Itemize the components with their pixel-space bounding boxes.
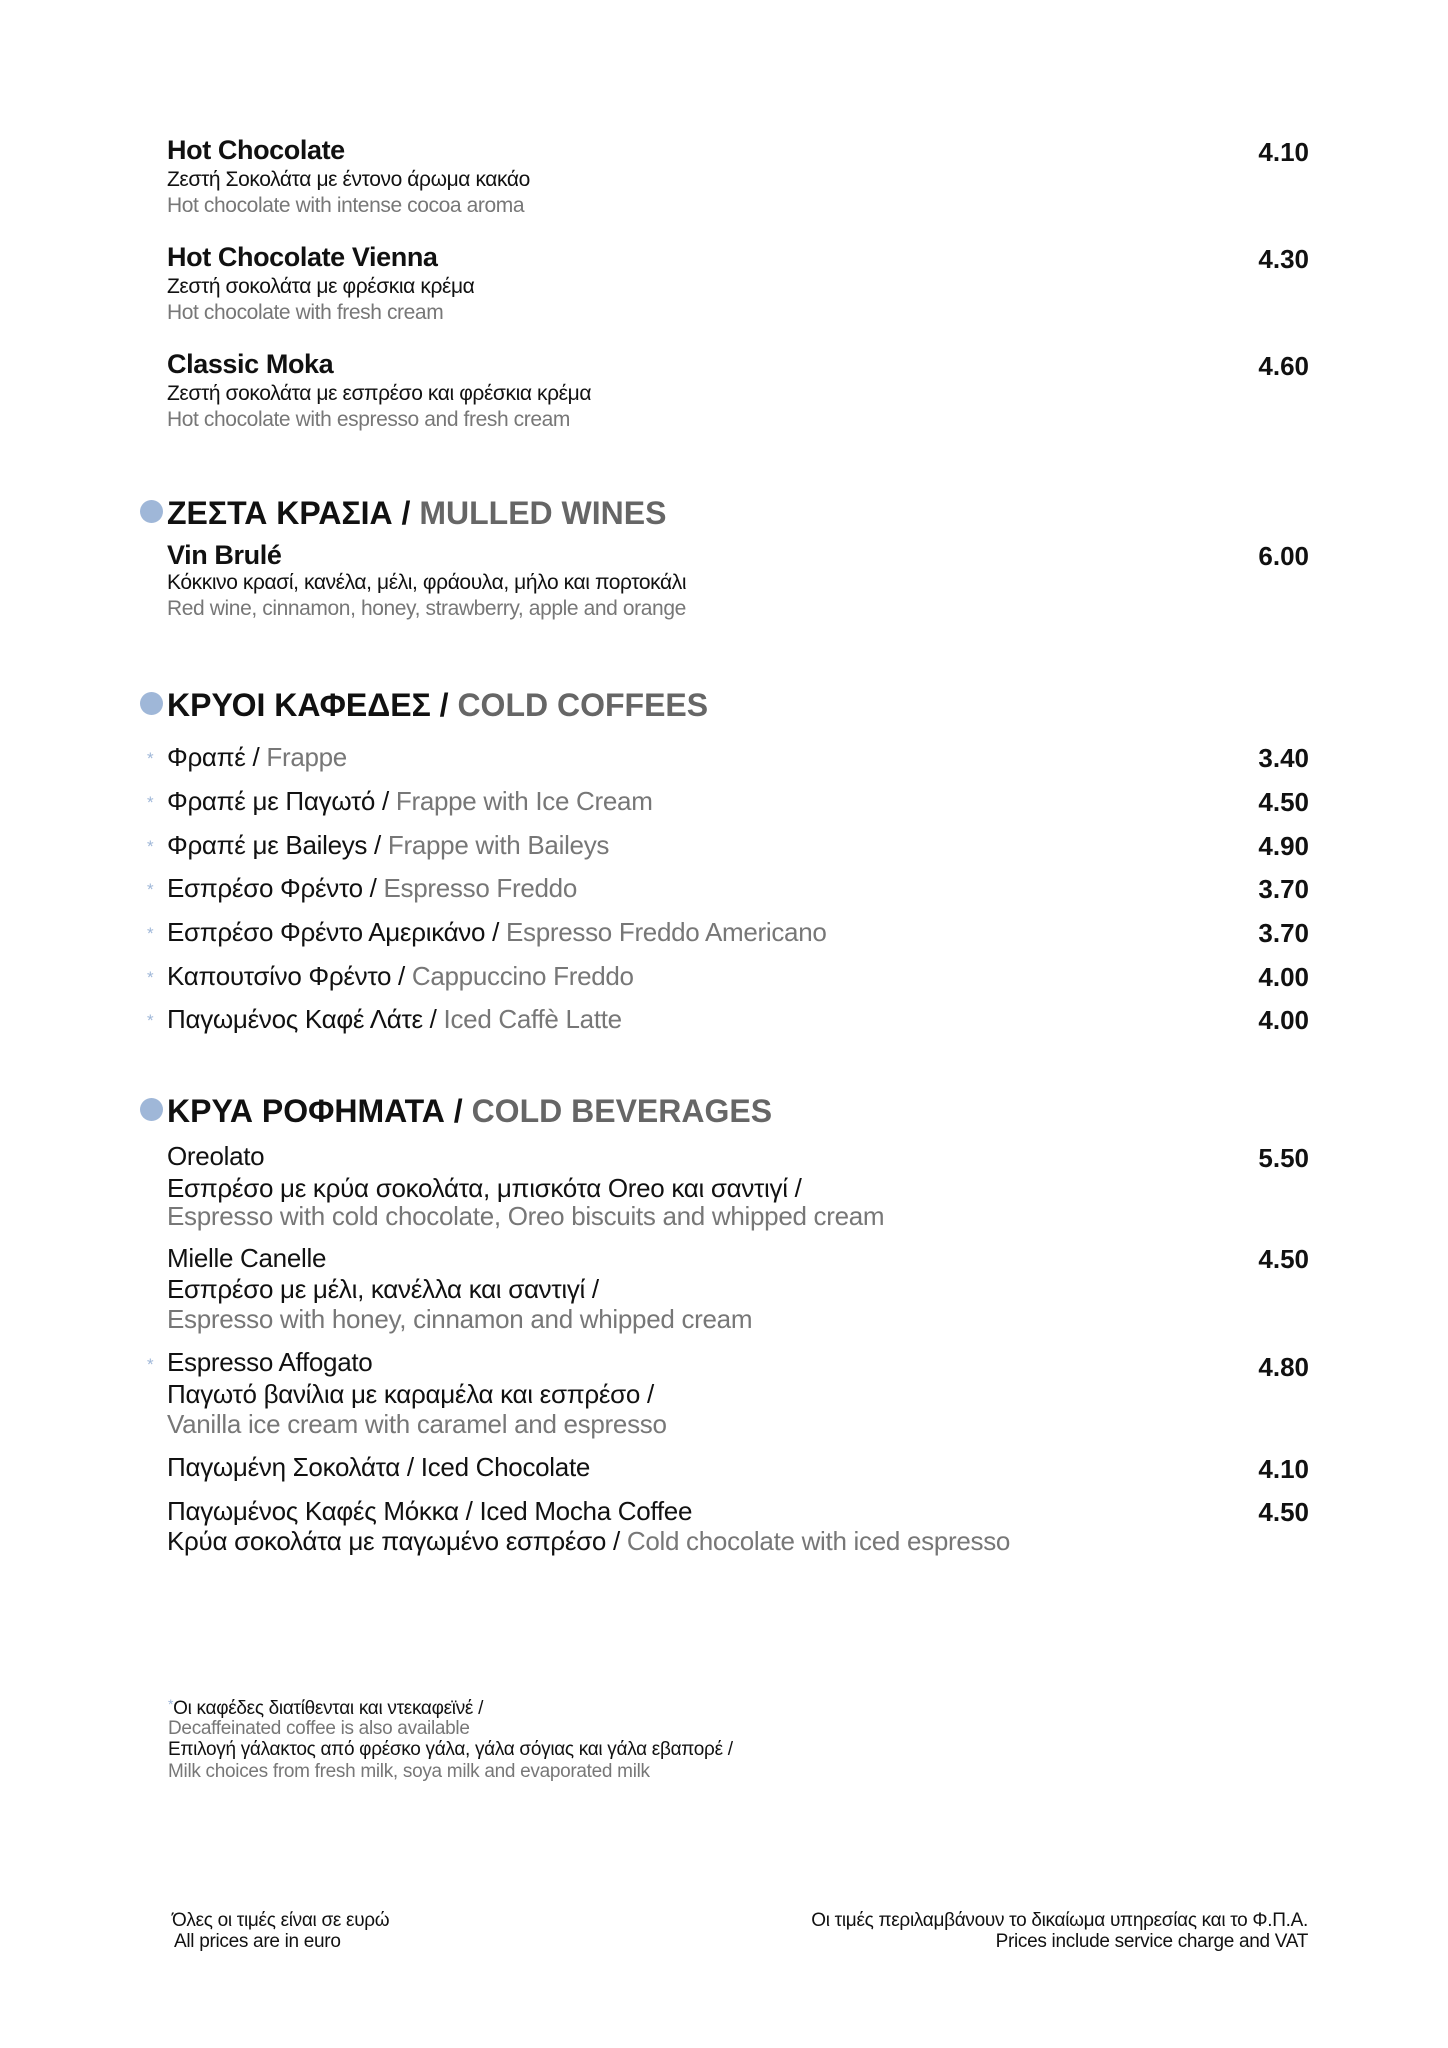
item-name-greek: Φραπέ με Baileys / [167, 830, 381, 860]
section-header [140, 1095, 772, 1127]
asterisk-icon: * [147, 968, 154, 987]
item-name: Hot Chocolate Vienna [167, 242, 438, 272]
item-name-english: Frappe with Ice Cream [395, 786, 653, 816]
item-name: Παγωμένος Καφές Μόκκα / Iced Mocha Coffee [167, 1496, 693, 1526]
note-decaf-greek: Οι καφέδες διατίθενται και ντεκαφεϊνέ / [173, 1698, 484, 1719]
item-desc-english: Cold chocolate with iced espresso [626, 1526, 1011, 1556]
bullet-circle-icon [140, 1098, 163, 1121]
item-price: 4.90 [1258, 831, 1309, 861]
footer-right-greek: Οι τιμές περιλαμβάνουν το δικαίωμα υπηρεσίας και το Φ.Π.Α. [811, 1910, 1308, 1931]
item-price: 4.80 [1258, 1352, 1309, 1382]
section-title-greek: ΖΕΣΤΑ ΚΡΑΣΙΑ / [167, 495, 411, 531]
item-name: Παγωμένη Σοκολάτα / Iced Chocolate [167, 1452, 591, 1482]
item-name-english: Cappuccino Freddo [411, 961, 634, 991]
item-name-english: Espresso Freddo Americano [505, 917, 827, 947]
item-name-greek: Εσπρέσο Φρέντο / [167, 873, 377, 903]
item-name: Vin Brulé [167, 540, 282, 570]
item-desc-english: Hot chocolate with fresh cream [167, 301, 444, 324]
item-price: 5.50 [1258, 1143, 1309, 1173]
bullet-circle-icon [140, 692, 163, 715]
note-decaf-english: Decaffeinated coffee is also available [168, 1718, 470, 1739]
item-price: 4.00 [1258, 1005, 1309, 1035]
item-name: Espresso Affogato [167, 1347, 373, 1377]
section-title-greek: ΚΡΥΑ ΡΟΦΗΜΑΤΑ / [167, 1093, 463, 1129]
section-title-english: COLD COFFEES [457, 687, 709, 723]
item-price: 4.30 [1258, 244, 1309, 274]
section-title-greek: ΚΡΥΟΙ ΚΑΦΕΔΕΣ / [167, 687, 449, 723]
item-name-greek: Εσπρέσο Φρέντο Αμερικάνο / [167, 917, 500, 947]
item-desc-english: Hot chocolate with intense cocoa aroma [167, 194, 525, 217]
item-price: 3.70 [1258, 918, 1309, 948]
item-name-greek: Παγωμένος Καφέ Λάτε / [167, 1004, 437, 1034]
bullet-circle-icon [140, 500, 163, 523]
asterisk-icon: * [147, 749, 154, 768]
item-name: Classic Moka [167, 349, 334, 379]
footer-left-english: All prices are in euro [174, 1931, 341, 1952]
asterisk-icon: * [147, 924, 154, 943]
item-name-greek: Φραπέ / [167, 742, 260, 772]
item-price: 3.70 [1258, 874, 1309, 904]
asterisk-icon: * [147, 1355, 154, 1374]
item-price: 4.10 [1258, 1454, 1309, 1484]
item-desc-english: Red wine, cinnamon, honey, strawberry, apple and orange [167, 597, 686, 620]
asterisk-icon: * [147, 1011, 154, 1030]
item-price: 6.00 [1258, 541, 1309, 571]
item-desc-greek: Εσπρέσο με μέλι, κανέλλα και σαντιγί / [167, 1274, 599, 1304]
note-milk-english: Milk choices from fresh milk, soya milk and evaporated milk [168, 1761, 650, 1782]
item-desc-greek: Κρύα σοκολάτα με παγωμένο εσπρέσο / [167, 1526, 620, 1556]
section-header [140, 497, 666, 529]
item-desc-greek: Εσπρέσο με κρύα σοκολάτα, μπισκότα Oreo και σαντιγί / [167, 1173, 802, 1203]
item-name-greek: Καπουτσίνο Φρέντο / [167, 961, 405, 991]
item-name-greek: Φραπέ με Παγωτό / [167, 786, 389, 816]
asterisk-icon: * [147, 880, 154, 899]
item-price: 4.60 [1258, 351, 1309, 381]
item-name: Hot Chocolate [167, 135, 345, 165]
item-name-english: Frappe [266, 742, 347, 772]
item-desc-english: Espresso with cold chocolate, Oreo biscuits and whipped cream [167, 1201, 885, 1231]
item-desc-greek: Παγωτό βανίλια με καραμέλα και εσπρέσο / [167, 1379, 654, 1409]
footer-left-greek: Όλες οι τιμές είναι σε ευρώ [172, 1910, 390, 1931]
asterisk-icon: * [168, 1696, 174, 1712]
item-price: 4.50 [1258, 787, 1309, 817]
item-price: 4.00 [1258, 962, 1309, 992]
item-desc-greek: Ζεστή Σοκολάτα με έντονο άρωμα κακάο [167, 168, 530, 191]
item-price: 4.10 [1258, 137, 1309, 167]
asterisk-icon: * [147, 837, 154, 856]
item-desc-greek: Κόκκινο κρασί, κανέλα, μέλι, φράουλα, μήλο και πορτοκάλι [167, 571, 687, 594]
item-name-english: Espresso Freddo [383, 873, 577, 903]
item-price: 4.50 [1258, 1497, 1309, 1527]
item-desc-english: Hot chocolate with espresso and fresh cream [167, 408, 571, 431]
section-title-english: COLD BEVERAGES [471, 1093, 773, 1129]
item-desc-greek: Ζεστή σοκολάτα με φρέσκια κρέμα [167, 275, 475, 298]
section-title-english: MULLED WINES [419, 495, 667, 531]
item-name-english: Iced Caffè Latte [443, 1004, 622, 1034]
item-price: 4.50 [1258, 1244, 1309, 1274]
item-name: Oreolato [167, 1141, 265, 1171]
note-milk-greek: Επιλογή γάλακτος από φρέσκο γάλα, γάλα σόγιας και γάλα εβαπορέ / [168, 1739, 733, 1760]
footer-right-english: Prices include service charge and VAT [995, 1931, 1308, 1952]
section-header [140, 689, 708, 721]
item-desc-english: Vanilla ice cream with caramel and espresso [167, 1409, 667, 1439]
item-desc-english: Espresso with honey, cinnamon and whipped cream [167, 1304, 753, 1334]
item-price: 3.40 [1258, 743, 1309, 773]
item-name-english: Frappe with Baileys [387, 830, 610, 860]
asterisk-icon: * [147, 793, 154, 812]
item-desc-greek: Ζεστή σοκολάτα με εσπρέσο και φρέσκια κρέμα [167, 382, 592, 405]
item-name: Mielle Canelle [167, 1243, 327, 1273]
